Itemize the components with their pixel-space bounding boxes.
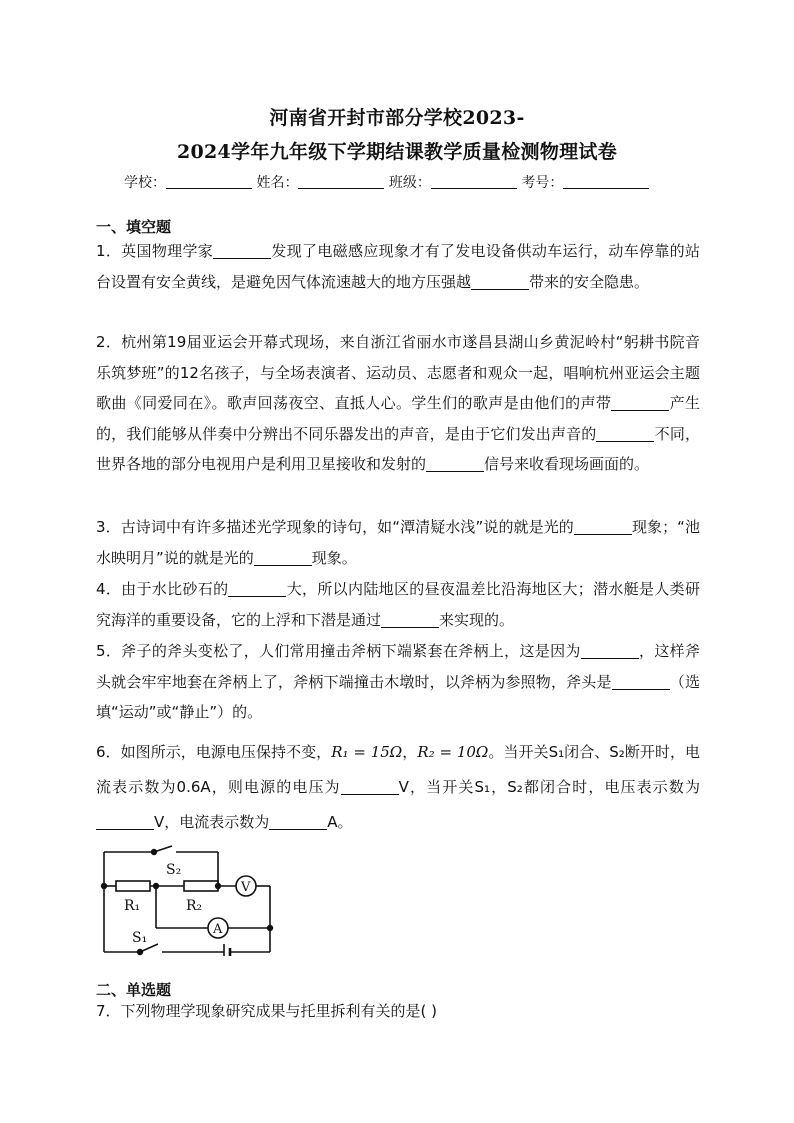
- junction-dot: [216, 884, 221, 889]
- answer-blank[interactable]: [426, 456, 484, 472]
- q2-text-a: 2．杭州第19届亚运会开幕式现场，来自浙江省丽水市遂昌县湖山乡黄泥岭村“躬耕书院音乐筑梦班”的12名孩子，与全场表演者、运动员、志愿者和观众一起，唱响杭州亚运会主题歌曲《同爱同在》。歌声回荡夜空、直抵人心。学生们的歌声是由他们的声带: [96, 333, 700, 412]
- answer-blank[interactable]: [612, 674, 670, 690]
- name-blank[interactable]: [298, 174, 384, 189]
- answer-blank[interactable]: [596, 426, 654, 442]
- student-info-line: [124, 172, 684, 192]
- exam-number-blank[interactable]: [563, 174, 649, 189]
- q4-text-b: 大，所以内陆地区的昼夜温差比沿海地区大；潜水艇是人类研究海洋的重要设备，它的上浮和下潜是通过: [96, 580, 700, 629]
- q3-text-c: 现象。: [311, 548, 357, 567]
- q6-text-d: V，电流表示数为: [154, 813, 270, 831]
- ammeter-label: A: [213, 922, 223, 937]
- q2-text-b: 产生的，我们能够从伴奏中分辨出不同乐器发出的声音，是由于它们发出声音的: [96, 394, 700, 443]
- s1-label: S₁: [132, 930, 148, 946]
- circuit-diagram: [96, 844, 286, 956]
- q2-text-d: 信号来收看现场画面的。: [484, 455, 650, 473]
- switch-s2-blade: [154, 846, 172, 852]
- q6-text-b: 。当开关S₁闭合、S₂断开时，电流表示数为0.6A，则电源的电压为: [96, 743, 701, 796]
- q2-text-c: 不同，世界各地的部分电视用户是利用卫星接收和发射的: [96, 424, 700, 473]
- q3-text-b: 现象；“池水映明月”说的就是光的: [96, 518, 700, 567]
- answer-blank[interactable]: [381, 612, 439, 628]
- voltmeter-label: V: [241, 880, 251, 895]
- answer-blank[interactable]: [341, 779, 399, 795]
- q4-text-a: 4．由于水比砂石的: [96, 580, 229, 598]
- answer-blank[interactable]: [574, 519, 632, 535]
- q1-text-a: 1．英国物理学家: [96, 242, 214, 260]
- q6-text-e: A。: [327, 813, 353, 831]
- resistor-r1: [116, 881, 150, 891]
- q5-text-b: ，这样斧头就会牢牢地套在斧柄上了，斧柄下端撞击木墩时，以斧柄为参照物，斧头是: [96, 642, 700, 691]
- school-label: 学校：: [124, 175, 166, 191]
- class-label: 班级：: [388, 175, 431, 191]
- question-5: [96, 636, 700, 728]
- answer-blank[interactable]: [269, 814, 327, 830]
- section-fill-in-blank: 一、填空题: [96, 218, 172, 236]
- answer-blank[interactable]: [581, 643, 639, 659]
- r1-value: R₁ = 15Ω: [331, 743, 403, 761]
- answer-blank[interactable]: [96, 814, 154, 830]
- q4-text-c: 来实现的。: [439, 610, 515, 629]
- q3-text-a: 3．古诗词中有许多描述光学现象的诗句，如“潭清疑水浅”说的就是光的: [96, 518, 574, 536]
- r2-label: R₂: [186, 898, 203, 914]
- q1-text-c: 带来的安全隐患。: [529, 272, 650, 291]
- answer-blank[interactable]: [228, 581, 286, 597]
- q5-text-c: （选填“运动”或“静止”）的。: [96, 672, 700, 721]
- question-2: [96, 327, 700, 480]
- q6-text-a: 6．如图所示，电源电压保持不变，: [96, 743, 332, 761]
- r2-value: R₂ = 10Ω: [417, 743, 489, 761]
- resistor-r2: [184, 881, 218, 891]
- r1-label: R₁: [124, 898, 141, 914]
- junction-dot: [268, 926, 273, 931]
- s2-label: S₂: [166, 862, 182, 878]
- exam-number-label: 考号：: [521, 175, 564, 191]
- question-7: 7．下列物理学现象研究成果与托里拆利有关的是( ): [96, 1002, 438, 1020]
- q1-text-b: 发现了电磁感应现象才有了发电设备供动车运行，动车停靠的站台设置有安全黄线，是避免因气体流速越大的地方压强越: [96, 242, 700, 291]
- answer-blank[interactable]: [611, 395, 669, 411]
- exam-title-line1: 河南省开封市部分学校2023-: [269, 107, 525, 129]
- question-1: [96, 236, 700, 297]
- answer-blank[interactable]: [254, 550, 312, 566]
- q5-text-a: 5．斧子的斧头变松了，人们常用撞击斧柄下端紧套在斧柄上，这是因为: [96, 642, 581, 660]
- name-label: 姓名：: [256, 175, 299, 191]
- question-4: [96, 574, 700, 635]
- school-blank[interactable]: [166, 174, 252, 189]
- question-3: [96, 512, 700, 573]
- q6-text-c: V，当开关S₁，S₂都闭合时，电压表示数为: [398, 778, 700, 796]
- class-blank[interactable]: [431, 174, 517, 189]
- answer-blank[interactable]: [213, 243, 271, 259]
- section-single-choice: 二、单选题: [96, 981, 172, 999]
- exam-title-line2: 2024学年九年级下学期结课教学质量检测物理试卷: [176, 141, 618, 163]
- question-6: 6．如图所示，电源电压保持不变，R₁ = 15Ω，R₂ = 10Ω。当开关S₁闭合、S₂断开时，电流表示数为0.6A，则电源的电压为 V，当开关S₁，S₂都闭合时，电压表示数为V，电流表示数为 A。: [96, 743, 701, 831]
- answer-blank[interactable]: [471, 274, 529, 290]
